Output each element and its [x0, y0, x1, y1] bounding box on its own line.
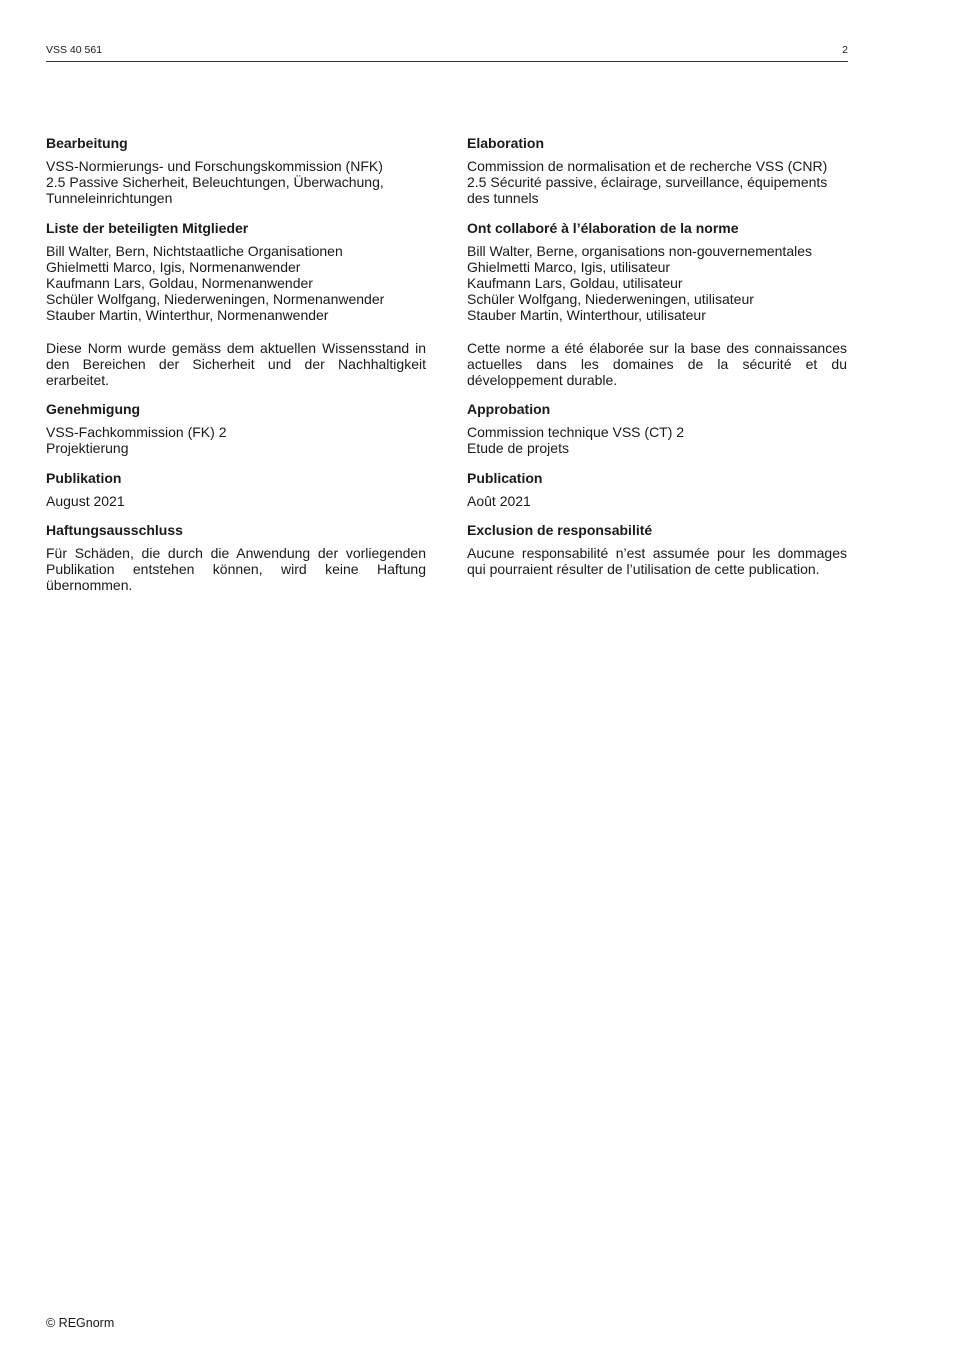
member-item: Stauber Martin, Winterthour, utilisateur	[467, 307, 706, 324]
page-number: 2	[842, 44, 848, 56]
publication-date: August 2021	[46, 492, 125, 509]
text-line: VSS-Fachkommission (FK) 2	[46, 424, 227, 441]
section-approbation	[467, 401, 847, 456]
section-lines	[46, 158, 426, 207]
section-title: Exclusion de responsabilité	[467, 521, 653, 538]
section-publication	[467, 470, 847, 509]
text-line: VSS-Normierungs- und Forschungskommission (NFK)	[46, 158, 383, 174]
section-elaboration	[467, 135, 847, 207]
section-mitglieder	[46, 220, 426, 324]
member-list	[467, 243, 847, 324]
section-genehmigung	[46, 401, 426, 456]
publication-date: Août 2021	[467, 492, 531, 509]
section-lines	[46, 424, 426, 456]
member-item: Stauber Martin, Winterthur, Normenanwender	[46, 307, 329, 324]
text-line: 2.5 Passive Sicherheit, Beleuchtungen, Überwachung,	[46, 174, 384, 191]
member-item: Kaufmann Lars, Goldau, utilisateur	[467, 275, 683, 292]
member-item: Schüler Wolfgang, Niederweningen, Normenanwender	[46, 291, 385, 308]
member-item: Bill Walter, Berne, organisations non-gouvernementales	[467, 242, 813, 259]
section-exclusion	[467, 522, 847, 577]
french-column	[467, 135, 847, 590]
disclaimer-text: Für Schäden, die durch die Anwendung der vorliegenden Publikation entstehen können, wird keine Haftung übernommen.	[46, 544, 426, 594]
document-id: VSS 40 561	[46, 44, 103, 56]
member-list	[46, 243, 426, 324]
section-title: Publikation	[46, 469, 122, 486]
text-line: des tunnels	[467, 190, 539, 207]
text-line: Commission technique VSS (CT) 2	[467, 424, 685, 441]
german-column	[46, 135, 426, 606]
section-title: Bearbeitung	[46, 135, 128, 151]
section-title: Genehmigung	[46, 401, 141, 418]
member-item: Schüler Wolfgang, Niederweningen, utilisateur	[467, 291, 754, 308]
section-title: Ont collaboré à l’élaboration de la norme	[467, 219, 739, 236]
member-item: Kaufmann Lars, Goldau, Normenanwender	[46, 275, 313, 292]
section-lines	[467, 424, 847, 456]
section-title: Publication	[467, 469, 543, 486]
section-bearbeitung	[46, 135, 426, 207]
member-item: Bill Walter, Bern, Nichtstaatliche Organisationen	[46, 242, 343, 259]
copyright-footer: © REGnorm	[46, 1316, 115, 1330]
section-title: Elaboration	[467, 135, 545, 151]
section-publikation	[46, 470, 426, 509]
section-title: Liste der beteiligten Mitglieder	[46, 219, 249, 236]
section-haftung	[46, 522, 426, 594]
text-line: Commission de normalisation et de recherche VSS (CNR)	[467, 158, 828, 174]
section-title: Haftungsausschluss	[46, 521, 183, 538]
disclaimer-text: Aucune responsabilité n’est assumée pour les dommages qui pourraient résulter de l’utilisation de cette publication.	[467, 544, 847, 578]
member-item: Ghielmetti Marco, Igis, utilisateur	[467, 258, 671, 275]
text-line: Etude de projets	[467, 440, 569, 457]
member-item: Ghielmetti Marco, Igis, Normenanwender	[46, 258, 301, 275]
knowledge-statement: Diese Norm wurde gemäss dem aktuellen Wissensstand in den Bereichen der Sicherheit und der Nachhaltigkeit erarbeitet.	[46, 339, 426, 389]
page-header	[46, 44, 848, 62]
section-lines	[467, 158, 847, 207]
knowledge-statement: Cette norme a été élaborée sur la base des connaissances actuelles dans les domaines de la sécurité et du développement durable.	[467, 339, 847, 389]
text-line: Projektierung	[46, 440, 129, 457]
text-line: 2.5 Sécurité passive, éclairage, surveillance, équipements	[467, 174, 828, 191]
text-line: Tunneleinrichtungen	[46, 190, 173, 207]
section-collabore	[467, 220, 847, 324]
section-title: Approbation	[467, 401, 551, 418]
